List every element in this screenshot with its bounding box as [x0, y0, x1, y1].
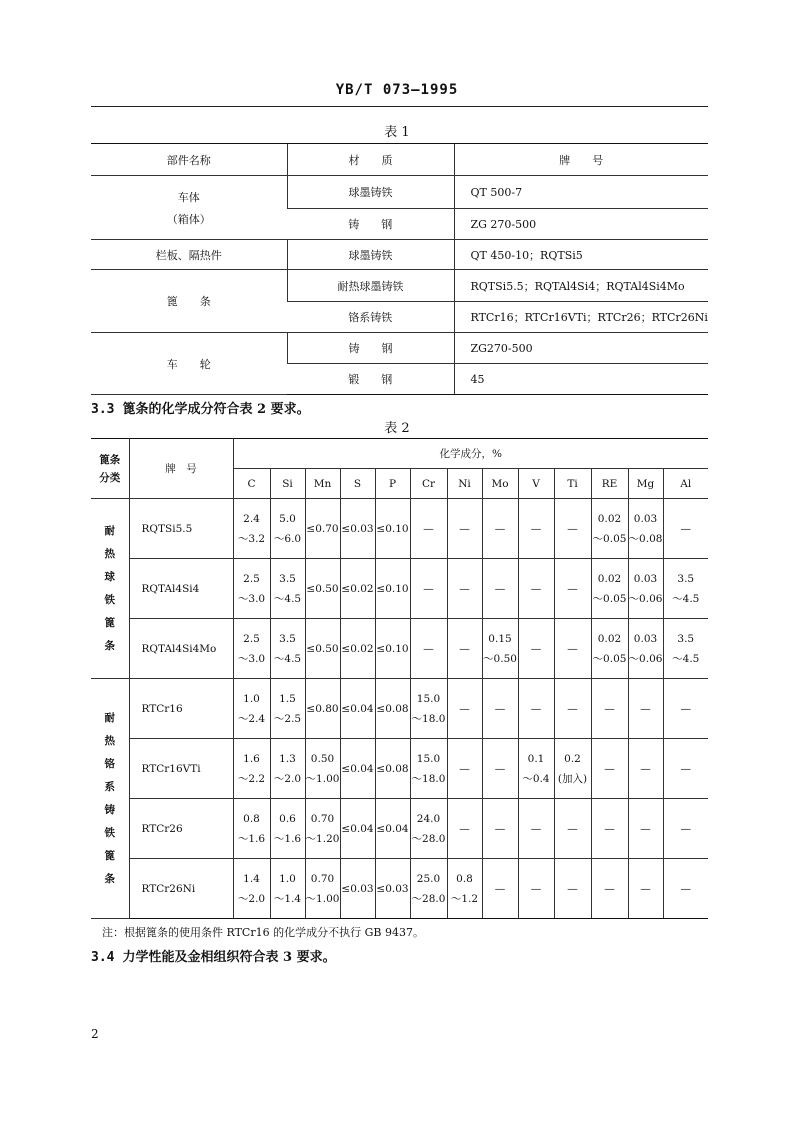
table-1	[91, 143, 708, 395]
section-3-3	[91, 398, 310, 417]
value-cell-s: ≤0.02	[340, 619, 375, 679]
value-cell-si	[270, 619, 305, 679]
value-cell-p: ≤0.08	[375, 739, 410, 799]
brand-cell: QT 450-10；RQTSi5	[454, 240, 708, 270]
group-label: 耐热球铁篦条	[104, 524, 115, 652]
material-cell: 铸 钢	[287, 333, 454, 364]
element-header-mn: Mn	[305, 469, 340, 499]
value-cell-mn	[305, 799, 340, 859]
part-cell: 栏板、隔热件	[91, 240, 287, 270]
value-cell-c	[233, 799, 270, 859]
value-cell-re	[591, 499, 628, 559]
range-min: 0.02	[597, 512, 622, 525]
table-row	[91, 619, 708, 679]
value-cell-re: —	[591, 799, 628, 859]
value-cell-mn: ≤0.50	[305, 559, 340, 619]
value-cell-v: —	[518, 559, 554, 619]
section-text: 篦条的化学成分符合表 2 要求。	[122, 402, 310, 417]
value-cell-mg	[628, 559, 663, 619]
value-cell-p: ≤0.10	[375, 619, 410, 679]
range-min: 0.8	[456, 872, 473, 885]
range-max: ～2.2	[237, 772, 266, 785]
value-cell-si	[270, 679, 305, 739]
range-min: 15.0	[416, 752, 441, 765]
range-min: 0.1	[527, 752, 545, 765]
range-max: ～1.6	[237, 832, 266, 845]
table-row	[91, 270, 708, 302]
range-max: ～0.06	[628, 652, 663, 665]
range-min: 2.4	[243, 512, 260, 525]
part-name: 车体	[177, 190, 200, 204]
table2-note: 注：根据篦条的使用条件 RTCr16 的化学成分不执行 GB 9437。	[102, 926, 424, 939]
range-min: 0.50	[310, 752, 335, 765]
element-header-mo: Mo	[482, 469, 518, 499]
table1-header-row	[91, 144, 708, 176]
header-brand-cell: 牌 号	[129, 439, 233, 499]
range-max: ～2.0	[237, 892, 266, 905]
value-cell-s: ≤0.04	[340, 679, 375, 739]
value-cell-s: ≤0.04	[340, 739, 375, 799]
range-max: (加入)	[557, 772, 588, 785]
brand-cell: RQTSi5.5	[129, 499, 233, 559]
value-cell-al	[663, 619, 708, 679]
range-max: ～4.5	[672, 652, 700, 665]
document-header: YB/T 073—1995	[335, 82, 459, 98]
part-cell: 车 轮	[91, 333, 287, 395]
range-min: 1.5	[279, 692, 296, 705]
value-cell-al: —	[663, 799, 708, 859]
value-cell-mn: ≤0.80	[305, 679, 340, 739]
value-cell-mo: —	[482, 559, 518, 619]
group-cell	[91, 499, 129, 679]
value-cell-mo: —	[482, 799, 518, 859]
value-cell-re: —	[591, 739, 628, 799]
part-cell: 篦 条	[91, 270, 287, 333]
table1-header-part: 部件名称	[91, 144, 287, 176]
range-max: ～0.08	[628, 532, 663, 545]
value-cell-si	[270, 799, 305, 859]
range-max: ～3.0	[237, 592, 266, 605]
material-cell: 铸 钢	[287, 209, 454, 240]
value-cell-si	[270, 739, 305, 799]
value-cell-mg	[628, 619, 663, 679]
brand-cell: RTCr16；RTCr16VTi；RTCr26；RTCr26Ni	[454, 302, 708, 333]
value-cell-s: ≤0.04	[340, 799, 375, 859]
brand-cell: QT 500-7	[454, 176, 708, 209]
value-cell-re: —	[591, 679, 628, 739]
part-cell	[91, 176, 287, 240]
value-cell-ni: —	[447, 679, 482, 739]
table-row	[91, 679, 708, 739]
range-max: ～1.4	[273, 892, 302, 905]
table-row	[91, 859, 708, 919]
range-max: ～0.05	[592, 532, 627, 545]
element-header-ni: Ni	[447, 469, 482, 499]
range-min: 25.0	[416, 872, 441, 885]
range-max: ～3.0	[237, 652, 266, 665]
range-max: ～2.0	[273, 772, 302, 785]
range-min: 0.2	[564, 752, 581, 765]
header-group-label: 篦条分类	[99, 453, 121, 484]
value-cell-p: ≤0.10	[375, 559, 410, 619]
section-number: 3.4	[91, 950, 115, 965]
range-max: ～4.5	[672, 592, 700, 605]
element-header-ti: Ti	[554, 469, 591, 499]
value-cell-si	[270, 559, 305, 619]
range-min: 1.4	[243, 872, 260, 885]
value-cell-v: —	[518, 859, 554, 919]
range-max: ～0.50	[483, 652, 517, 665]
range-min: 3.5	[279, 572, 296, 585]
material-cell: 锻 钢	[287, 364, 454, 395]
value-cell-c	[233, 739, 270, 799]
value-cell-mn: ≤0.70	[305, 499, 340, 559]
element-header-p: P	[375, 469, 410, 499]
range-min: 2.5	[243, 632, 260, 645]
value-cell-p: ≤0.08	[375, 679, 410, 739]
value-cell-cr	[410, 679, 447, 739]
range-min: 1.0	[243, 692, 260, 705]
range-min: 15.0	[416, 692, 441, 705]
value-cell-re	[591, 619, 628, 679]
value-cell-si	[270, 499, 305, 559]
range-min: 5.0	[279, 512, 296, 525]
value-cell-v	[518, 739, 554, 799]
range-min: 3.5	[677, 632, 695, 645]
value-cell-al: —	[663, 739, 708, 799]
range-max: ～4.5	[273, 592, 302, 605]
range-min: 1.6	[243, 752, 260, 765]
element-header-si: Si	[270, 469, 305, 499]
value-cell-ti: —	[554, 859, 591, 919]
value-cell-mo: —	[482, 739, 518, 799]
value-cell-mg: —	[628, 799, 663, 859]
value-cell-mg: —	[628, 859, 663, 919]
range-min: 3.5	[677, 572, 695, 585]
value-cell-p: ≤0.04	[375, 799, 410, 859]
value-cell-mo	[482, 619, 518, 679]
material-cell: 球墨铸铁	[287, 176, 454, 209]
value-cell-mg	[628, 499, 663, 559]
header-divider	[91, 106, 708, 107]
range-max: ～28.0	[411, 832, 446, 845]
range-max: ～0.05	[592, 652, 627, 665]
section-number: 3.3	[91, 402, 115, 417]
table-row	[91, 739, 708, 799]
value-cell-ni: —	[447, 799, 482, 859]
range-max: ～4.5	[273, 652, 302, 665]
value-cell-c	[233, 499, 270, 559]
range-max: ～0.06	[628, 592, 663, 605]
value-cell-v: —	[518, 619, 554, 679]
element-header-mg: Mg	[628, 469, 663, 499]
value-cell-ti	[554, 739, 591, 799]
value-cell-ni: —	[447, 499, 482, 559]
range-min: 1.3	[279, 752, 296, 765]
value-cell-cr	[410, 859, 447, 919]
brand-cell: RQTAl4Si4	[129, 559, 233, 619]
value-cell-ti: —	[554, 679, 591, 739]
value-cell-v: —	[518, 679, 554, 739]
element-header-al: Al	[663, 469, 708, 499]
table-row	[91, 559, 708, 619]
value-cell-si	[270, 859, 305, 919]
value-cell-c	[233, 619, 270, 679]
value-cell-al	[663, 559, 708, 619]
range-max: ～18.0	[411, 772, 446, 785]
table1-header-material: 材 质	[287, 144, 454, 176]
value-cell-al: —	[663, 859, 708, 919]
range-max: ～2.5	[273, 712, 302, 725]
value-cell-v: —	[518, 499, 554, 559]
table-row	[91, 333, 708, 364]
range-max: ～1.00	[305, 892, 340, 905]
section-3-4	[91, 946, 336, 965]
header-group-cell	[91, 439, 129, 499]
value-cell-c	[233, 859, 270, 919]
range-min: 0.03	[633, 632, 658, 645]
range-max: ～3.2	[237, 532, 266, 545]
range-max: ～1.00	[305, 772, 340, 785]
value-cell-mo: —	[482, 499, 518, 559]
value-cell-mn: ≤0.50	[305, 619, 340, 679]
range-max: ～6.0	[273, 532, 302, 545]
range-min: 24.0	[416, 812, 441, 825]
element-header-v: V	[518, 469, 554, 499]
range-min: 0.03	[633, 512, 658, 525]
range-max: ～2.4	[237, 712, 266, 725]
table-row	[91, 176, 708, 209]
value-cell-ni	[447, 859, 482, 919]
group-label: 耐热铬系铸铁篦条	[104, 711, 115, 885]
value-cell-ti: —	[554, 799, 591, 859]
part-name-sub: （箱体）	[166, 212, 211, 226]
value-cell-mo: —	[482, 679, 518, 739]
brand-cell: ZG270-500	[454, 333, 708, 364]
value-cell-ti: —	[554, 559, 591, 619]
section-text: 力学性能及金相组织符合表 3 要求。	[122, 950, 336, 965]
value-cell-cr: —	[410, 499, 447, 559]
table-row	[91, 799, 708, 859]
range-max: ～0.05	[592, 592, 627, 605]
table2-header-row	[91, 439, 708, 469]
value-cell-s: ≤0.03	[340, 499, 375, 559]
value-cell-mg: —	[628, 739, 663, 799]
value-cell-mo: —	[482, 859, 518, 919]
brand-cell: RQTSi5.5；RQTAl4Si4；RQTAl4Si4Mo	[454, 270, 708, 302]
range-max: ～1.6	[273, 832, 302, 845]
value-cell-al: —	[663, 679, 708, 739]
value-cell-v: —	[518, 799, 554, 859]
brand-cell: RTCr16	[129, 679, 233, 739]
value-cell-cr	[410, 739, 447, 799]
range-min: 0.02	[597, 632, 622, 645]
brand-cell: ZG 270-500	[454, 209, 708, 240]
value-cell-c	[233, 679, 270, 739]
value-cell-p: ≤0.10	[375, 499, 410, 559]
value-cell-p: ≤0.03	[375, 859, 410, 919]
page-number: 2	[91, 1027, 99, 1041]
value-cell-ni: —	[447, 739, 482, 799]
range-min: 3.5	[279, 632, 296, 645]
value-cell-re	[591, 559, 628, 619]
table2-caption: 表 2	[384, 421, 410, 436]
value-cell-cr	[410, 799, 447, 859]
element-header-cr: Cr	[410, 469, 447, 499]
range-min: 0.6	[279, 812, 296, 825]
value-cell-s: ≤0.03	[340, 859, 375, 919]
value-cell-cr: —	[410, 619, 447, 679]
material-cell: 铬系铸铁	[287, 302, 454, 333]
brand-cell: RTCr26	[129, 799, 233, 859]
range-min: 0.03	[633, 572, 658, 585]
element-header-s: S	[340, 469, 375, 499]
range-max: ～1.20	[305, 832, 340, 845]
material-cell: 球墨铸铁	[287, 240, 454, 270]
brand-cell: RTCr16VTi	[129, 739, 233, 799]
value-cell-ni: —	[447, 559, 482, 619]
value-cell-mn	[305, 859, 340, 919]
table1-caption: 表 1	[384, 125, 410, 140]
range-min: 0.70	[310, 812, 335, 825]
material-cell: 耐热球墨铸铁	[287, 270, 454, 302]
table1-header-brand: 牌 号	[454, 144, 708, 176]
element-header-c: C	[233, 469, 270, 499]
range-max: ～0.4	[522, 772, 550, 785]
value-cell-mn	[305, 739, 340, 799]
value-cell-ni: —	[447, 619, 482, 679]
value-cell-c	[233, 559, 270, 619]
range-max: ～28.0	[411, 892, 446, 905]
range-min: 0.8	[243, 812, 260, 825]
table-row	[91, 240, 708, 270]
group-cell	[91, 679, 129, 919]
brand-cell: RTCr26Ni	[129, 859, 233, 919]
value-cell-s: ≤0.02	[340, 559, 375, 619]
value-cell-ti: —	[554, 499, 591, 559]
table-row	[91, 499, 708, 559]
value-cell-mg: —	[628, 679, 663, 739]
value-cell-re: —	[591, 859, 628, 919]
value-cell-cr: —	[410, 559, 447, 619]
range-min: 2.5	[243, 572, 260, 585]
element-header-re: RE	[591, 469, 628, 499]
value-cell-al: —	[663, 499, 708, 559]
range-min: 0.15	[488, 632, 512, 645]
range-max: ～18.0	[411, 712, 446, 725]
header-chem-title: 化学成分，%	[233, 439, 708, 469]
brand-cell: 45	[454, 364, 708, 395]
range-min: 0.02	[597, 572, 622, 585]
range-min: 0.70	[310, 872, 335, 885]
table-2	[91, 438, 708, 919]
brand-cell: RQTAl4Si4Mo	[129, 619, 233, 679]
range-max: ～1.2	[450, 892, 479, 905]
value-cell-ti: —	[554, 619, 591, 679]
range-min: 1.0	[279, 872, 296, 885]
